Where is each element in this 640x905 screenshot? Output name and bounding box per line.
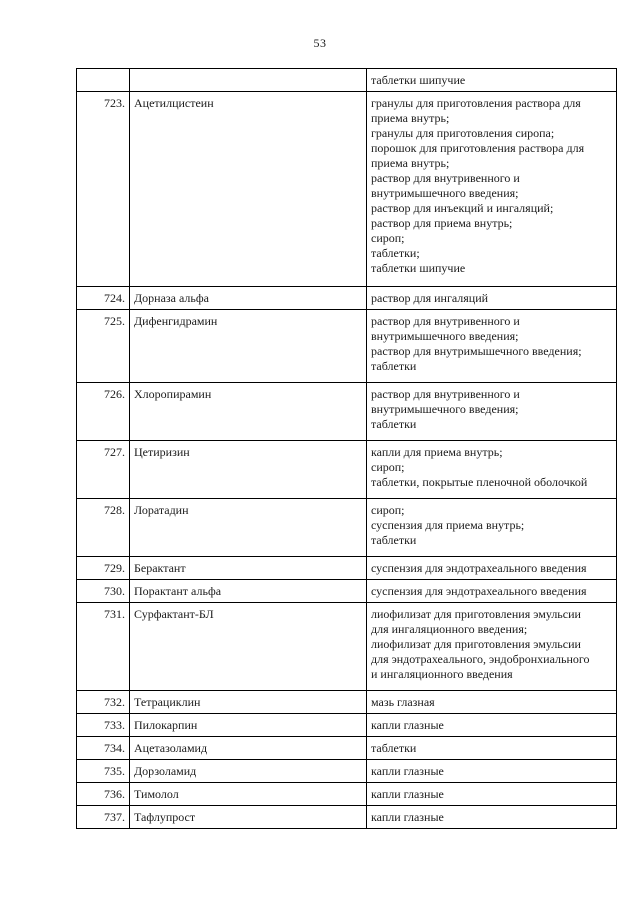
row-number [77, 69, 130, 92]
dosage-form-line: раствор для приема внутрь; [371, 216, 513, 230]
dosage-forms [367, 557, 617, 580]
dosage-forms [367, 310, 617, 383]
dosage-form-line: порошок для приготовления раствора для [371, 141, 585, 155]
dosage-forms [367, 714, 617, 737]
dosage-forms [367, 580, 617, 603]
dosage-form-line: приема внутрь; [371, 156, 450, 170]
drug-name: Пилокарпин [130, 714, 367, 737]
dosage-form-line: сироп; [371, 503, 405, 517]
drug-name: Порактант альфа [130, 580, 367, 603]
dosage-form-line: таблетки [371, 359, 417, 373]
dosage-form-line: капли глазные [371, 787, 444, 801]
dosage-form-line: гранулы для приготовления сиропа; [371, 126, 555, 140]
row-number: 731. [77, 603, 130, 691]
dosage-form-line: внутримышечного введения; [371, 329, 519, 343]
dosage-form-line: для эндотрахеального, эндобронхиального [371, 652, 590, 666]
row-number: 728. [77, 499, 130, 557]
drug-name: Тимолол [130, 783, 367, 806]
dosage-forms [367, 737, 617, 760]
dosage-form-line: таблетки шипучие [371, 261, 466, 275]
drug-name: Дорназа альфа [130, 287, 367, 310]
dosage-form-line: раствор для внутривенного и [371, 171, 520, 185]
table-row [77, 760, 617, 783]
dosage-forms [367, 441, 617, 499]
table-row [77, 441, 617, 499]
table-row [77, 603, 617, 691]
table-row [77, 69, 617, 92]
row-number: 723. [77, 92, 130, 287]
row-number: 737. [77, 806, 130, 829]
row-number: 735. [77, 760, 130, 783]
dosage-forms [367, 287, 617, 310]
page-number: 53 [313, 36, 327, 50]
table-body [77, 69, 617, 829]
dosage-form-line: раствор для ингаляций [371, 291, 489, 305]
table-row [77, 714, 617, 737]
dosage-forms [367, 806, 617, 829]
drug-table [76, 68, 617, 829]
dosage-form-line: приема внутрь; [371, 111, 450, 125]
dosage-form-line: капли для приема внутрь; [371, 445, 503, 459]
dosage-form-line: таблетки, покрытые пленочной оболочкой [371, 475, 588, 489]
dosage-forms [367, 69, 617, 92]
row-number: 733. [77, 714, 130, 737]
dosage-form-line: таблетки [371, 417, 417, 431]
dosage-form-line: капли глазные [371, 764, 444, 778]
dosage-form-line: гранулы для приготовления раствора для [371, 96, 581, 110]
dosage-forms [367, 783, 617, 806]
drug-name [130, 69, 367, 92]
row-number: 726. [77, 383, 130, 441]
row-number: 736. [77, 783, 130, 806]
dosage-form-line: раствор для внутривенного и [371, 387, 520, 401]
row-number: 732. [77, 691, 130, 714]
dosage-form-line: раствор для внутримышечного введения; [371, 344, 582, 358]
dosage-form-line: внутримышечного введения; [371, 186, 519, 200]
dosage-forms [367, 92, 617, 287]
table-row [77, 783, 617, 806]
dosage-form-line: лиофилизат для приготовления эмульсии [371, 637, 581, 651]
drug-name: Хлоропирамин [130, 383, 367, 441]
dosage-form-line: капли глазные [371, 718, 444, 732]
table-row [77, 557, 617, 580]
drug-name: Берактант [130, 557, 367, 580]
drug-name: Цетиризин [130, 441, 367, 499]
drug-name: Дорзоламид [130, 760, 367, 783]
dosage-form-line: для ингаляционного введения; [371, 622, 528, 636]
dosage-form-line: раствор для инъекций и ингаляций; [371, 201, 554, 215]
dosage-form-line: суспензия для эндотрахеального введения [371, 561, 587, 575]
drug-name: Дифенгидрамин [130, 310, 367, 383]
row-number: 725. [77, 310, 130, 383]
dosage-forms [367, 760, 617, 783]
dosage-form-line: суспензия для приема внутрь; [371, 518, 525, 532]
table-row [77, 580, 617, 603]
dosage-form-line: мазь глазная [371, 695, 435, 709]
drug-name: Ацетазоламид [130, 737, 367, 760]
dosage-form-line: таблетки [371, 741, 417, 755]
row-number: 724. [77, 287, 130, 310]
row-number: 727. [77, 441, 130, 499]
dosage-form-line: раствор для внутривенного и [371, 314, 520, 328]
dosage-form-line: капли глазные [371, 810, 444, 824]
row-number: 729. [77, 557, 130, 580]
dosage-form-line: сироп; [371, 460, 405, 474]
drug-name: Тафлупрост [130, 806, 367, 829]
row-number: 730. [77, 580, 130, 603]
dosage-forms [367, 691, 617, 714]
dosage-form-line: таблетки [371, 533, 417, 547]
dosage-forms [367, 383, 617, 441]
table-row [77, 691, 617, 714]
drug-name: Ацетилцистеин [130, 92, 367, 287]
dosage-form-line: таблетки; [371, 246, 420, 260]
drug-name: Сурфактант-БЛ [130, 603, 367, 691]
dosage-form-line: суспензия для эндотрахеального введения [371, 584, 587, 598]
table-row [77, 287, 617, 310]
dosage-form-line: сироп; [371, 231, 405, 245]
dosage-form-line: лиофилизат для приготовления эмульсии [371, 607, 581, 621]
table-row [77, 310, 617, 383]
row-number: 734. [77, 737, 130, 760]
dosage-form-line: внутримышечного введения; [371, 402, 519, 416]
dosage-form-line: и ингаляционного введения [371, 667, 513, 681]
table-row [77, 806, 617, 829]
table-row [77, 737, 617, 760]
table-row [77, 383, 617, 441]
dosage-form-line: таблетки шипучие [371, 73, 466, 87]
drug-name: Тетрациклин [130, 691, 367, 714]
drug-name: Лоратадин [130, 499, 367, 557]
table-row [77, 92, 617, 287]
dosage-forms [367, 499, 617, 557]
dosage-forms [367, 603, 617, 691]
table-row [77, 499, 617, 557]
